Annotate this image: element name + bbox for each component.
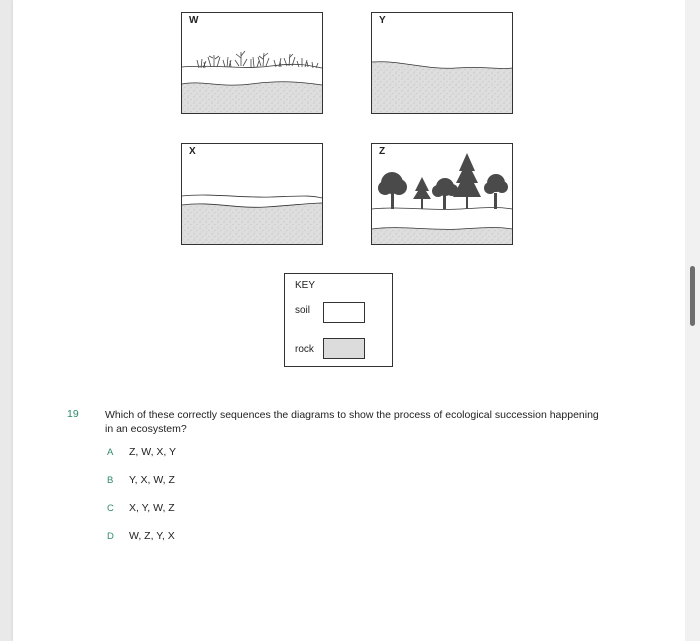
- option-b[interactable]: [107, 474, 175, 486]
- option-text: Z, W, X, Y: [129, 446, 177, 458]
- question-number: 19: [67, 408, 79, 420]
- option-letter: B: [107, 475, 114, 486]
- panel-label-x: X: [189, 146, 196, 157]
- scrollbar-thumb[interactable]: [690, 266, 695, 326]
- panel-label-y: Y: [379, 15, 386, 26]
- option-text: W, Z, Y, X: [129, 530, 175, 542]
- key-rock-label: rock: [295, 344, 314, 355]
- option-letter: A: [107, 447, 114, 458]
- diagram-y-drawing: [371, 12, 513, 114]
- diagram-w: [181, 12, 323, 114]
- diagram-z: [371, 143, 513, 245]
- option-c[interactable]: [107, 502, 175, 514]
- key-legend: [284, 273, 393, 367]
- key-soil-label: soil: [295, 305, 311, 316]
- key-soil-swatch: [323, 302, 365, 323]
- key-title: KEY: [295, 280, 316, 291]
- diagram-x: [181, 143, 323, 245]
- panel-label-z: Z: [379, 146, 386, 157]
- option-text: X, Y, W, Z: [129, 502, 175, 514]
- diagram-w-drawing: [181, 12, 323, 114]
- question-text: Which of these correctly sequences the diagrams to show the process of ecological succession happening in an ecosystem?: [105, 409, 599, 435]
- option-a[interactable]: [107, 446, 176, 458]
- panel-label-w: W: [189, 15, 199, 26]
- key-rock-swatch: [323, 338, 365, 359]
- option-text: Y, X, W, Z: [129, 474, 175, 486]
- diagram-y: [371, 12, 513, 114]
- diagram-x-drawing: [181, 143, 323, 245]
- option-d[interactable]: [107, 530, 175, 542]
- option-letter: D: [107, 531, 114, 542]
- diagram-z-drawing: [371, 143, 513, 245]
- option-letter: C: [107, 503, 114, 514]
